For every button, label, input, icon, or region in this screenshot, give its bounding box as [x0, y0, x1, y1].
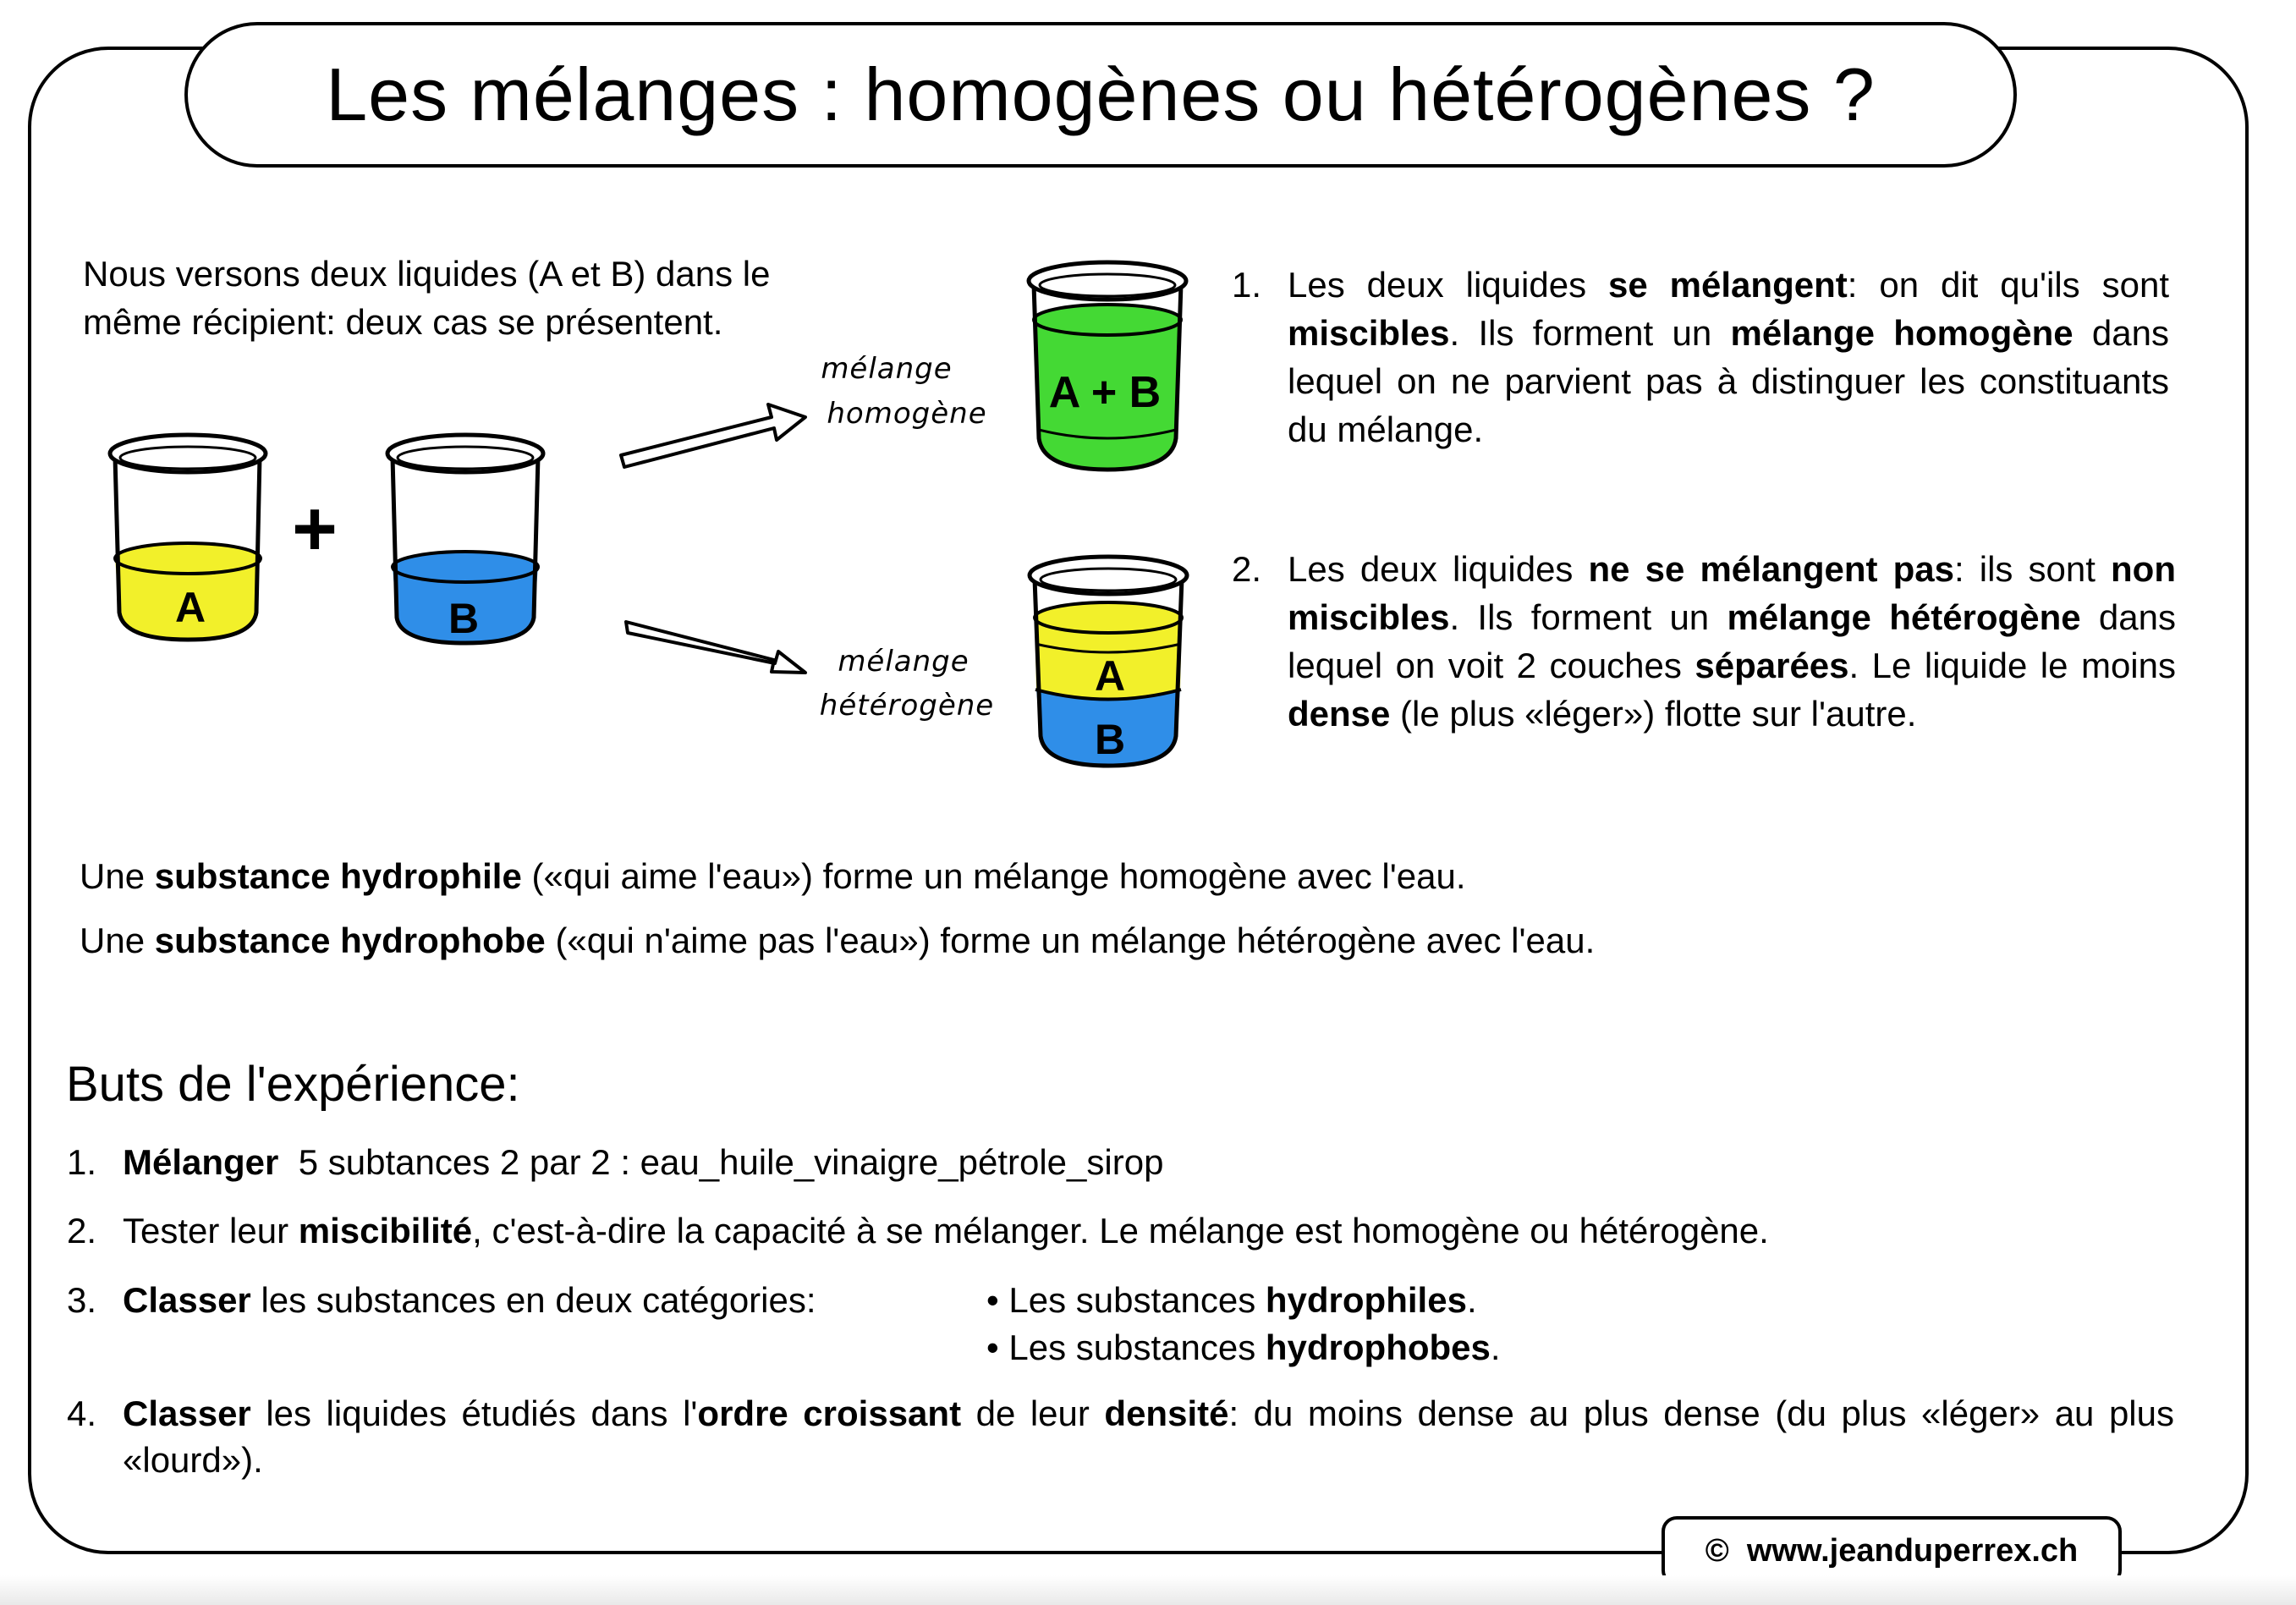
arrow-to-heterogeneous [626, 622, 805, 673]
goal-4-bold: Classer [123, 1393, 251, 1433]
bottom-shade [0, 1575, 2296, 1605]
point-2-text: : ils sont [1953, 549, 2112, 589]
goal-1-number: 1. [67, 1142, 97, 1182]
point-1-text: . Ils forment un [1449, 313, 1731, 353]
goal-4-text: les liquides étudiés dans l' [250, 1393, 698, 1433]
heterogeneous-label-2: hétérogène [819, 689, 995, 723]
point-2-bold: mélange hétérogène [1727, 597, 2081, 637]
hydrophile-text: («qui aime l'eau») forme un mélange homogène avec l'eau. [521, 856, 1466, 896]
plus-sign: + [292, 486, 338, 572]
goal-3-category-hydrophobes [986, 1324, 1501, 1371]
layer-a-label: A [1094, 652, 1126, 700]
goal-4-text: de leur [961, 1393, 1105, 1433]
hydrophile-term: substance hydrophile [154, 856, 522, 896]
hydrophobe-term: substance hydrophobe [154, 921, 546, 960]
hydrophobe-definition [80, 921, 1595, 961]
green-surface [1034, 305, 1181, 335]
category-text: . [1490, 1327, 1501, 1367]
page-title: Les mélanges : homogènes ou hétérogènes ? [326, 52, 1876, 136]
category-text: • Les substances [986, 1280, 1266, 1320]
mix-ab-label: A + B [1048, 368, 1162, 417]
goal-2-text: Tester leur [123, 1211, 299, 1250]
heterogeneous-label-1: mélange [838, 645, 969, 679]
point-1-bold: se mélangent [1608, 265, 1848, 305]
goal-3 [67, 1277, 816, 1323]
goal-4-bold: densité [1104, 1393, 1229, 1433]
point-1-text: : on dit qu'ils sont [1847, 265, 2169, 305]
goal-1 [67, 1139, 1164, 1185]
beaker-b-surface [393, 552, 538, 582]
point-non-miscible [1232, 545, 2176, 738]
goal-3-number: 3. [67, 1280, 97, 1320]
hydrophile-text: Une [80, 856, 155, 896]
goal-4-bold: ordre croissant [697, 1393, 962, 1433]
point-1-number: 1. [1232, 265, 1262, 305]
goal-2 [67, 1207, 1769, 1254]
point-2-text: dans lequel on voit 2 couches [1288, 597, 2176, 685]
goal-4-text: : du moins dense au plus dense (du plus «léger» au plus «lourd»). [123, 1393, 2174, 1480]
hydrophile-definition [80, 856, 1466, 897]
goal-4 [67, 1390, 2174, 1483]
goals-heading: Buts de l'expérience: [66, 1057, 520, 1112]
category-term: hydrophiles [1265, 1280, 1467, 1320]
category-text: . [1466, 1280, 1477, 1320]
point-1-text: Les deux liquides [1288, 265, 1609, 305]
point-1-bold: mélange homogène [1730, 313, 2074, 353]
point-2-text: Les deux liquides [1288, 549, 1589, 589]
goal-2-bold: miscibilité [298, 1211, 473, 1250]
category-text: • Les substances [986, 1327, 1266, 1367]
beaker-b-label: B [448, 595, 480, 642]
goal-4-number: 4. [67, 1393, 97, 1433]
homogeneous-label-2: homogène [827, 397, 987, 431]
goal-3-text: les substances en deux catégories: [250, 1280, 816, 1320]
beaker-a [110, 435, 269, 640]
goal-3-bold: Classer [123, 1280, 251, 1320]
point-1-text: dans lequel on ne parvient pas à distinguer les constituants du mélange. [1288, 313, 2169, 449]
goal-2-text: , c'est-à-dire la capacité à se mélanger. Le mélange est homogène ou hétérogène. [472, 1211, 1769, 1250]
goal-1-bold: Mélanger [123, 1142, 279, 1182]
point-miscible [1232, 261, 2169, 453]
hydrophobe-text: Une [80, 921, 155, 960]
goal-1-text: 5 subtances 2 par 2 : eau_huile_vinaigre_pétrole_sirop [278, 1142, 1164, 1182]
arrow-to-homogeneous [621, 404, 805, 467]
point-2-text: . Ils forment un [1449, 597, 1727, 637]
category-term: hydrophobes [1265, 1327, 1491, 1367]
point-2-bold: non miscibles [1288, 549, 2176, 637]
goal-3-category-hydrophiles [986, 1277, 1477, 1323]
credit-text: © www.jeanduperrex.ch [1705, 1532, 2079, 1569]
layer-b-label: B [1094, 716, 1126, 763]
homogeneous-label-1: mélange [821, 352, 953, 386]
intro-line-1: Nous versons deux liquides (A et B) dans le [83, 254, 771, 294]
beaker-a-surface [115, 543, 261, 574]
beaker-homogeneous [1029, 262, 1186, 470]
point-2-number: 2. [1232, 549, 1262, 589]
point-2-bold: dense [1288, 694, 1391, 734]
point-2-text: (le plus «léger») flotte sur l'autre. [1390, 694, 1917, 734]
beaker-a-label: A [174, 584, 206, 631]
beaker-heterogeneous [1030, 557, 1187, 766]
goal-2-number: 2. [67, 1211, 97, 1250]
hydrophobe-text: («qui n'aime pas l'eau») forme un mélange hétérogène avec l'eau. [545, 921, 1596, 960]
point-1-bold: miscibles [1288, 313, 1450, 353]
point-2-bold: séparées [1695, 646, 1849, 685]
point-2-text: . Le liquide le moins [1848, 646, 2176, 685]
point-2-bold: ne se mélangent pas [1588, 549, 1954, 589]
beaker-b [387, 435, 543, 643]
intro-line-2: même récipient: deux cas se présentent. [83, 302, 723, 342]
